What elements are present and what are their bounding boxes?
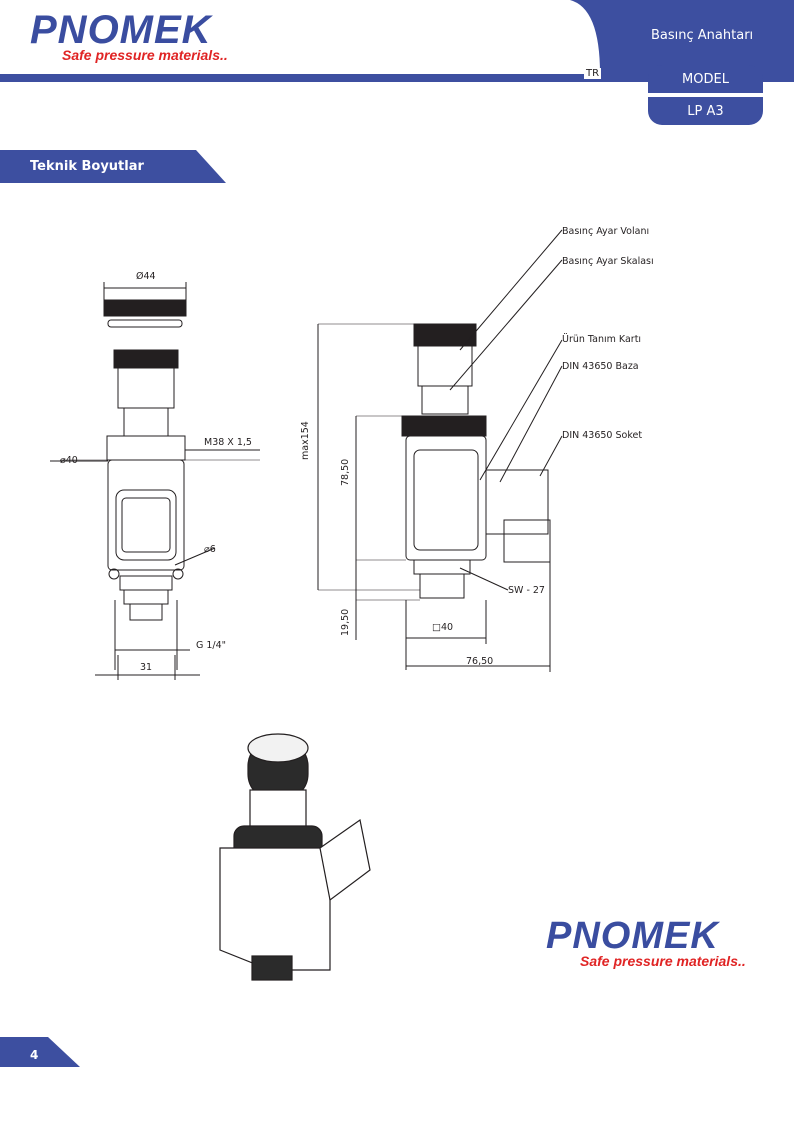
dim-top-diameter: Ø44 xyxy=(136,271,156,282)
brand-tagline: Safe pressure materials.. xyxy=(62,47,228,63)
page-number-tab xyxy=(0,1037,90,1073)
dim-hole-diameter-value: 6 xyxy=(209,544,216,555)
dim-body-diameter xyxy=(60,455,78,466)
callout-din-base: DIN 43650 Baza xyxy=(562,361,639,372)
dim-port: G 1/4" xyxy=(196,640,227,651)
callout-product-card: Ürün Tanım Kartı xyxy=(562,334,642,345)
dim-body-diameter-value: 40 xyxy=(65,455,78,466)
product-illustration xyxy=(210,720,380,990)
dim-total-width: 76,50 xyxy=(466,656,494,667)
dim-bottom-height: 19,50 xyxy=(340,608,351,636)
dim-body-height: 78,50 xyxy=(340,458,351,486)
diameter-symbol-icon: ⌀ xyxy=(60,455,66,466)
model-label: MODEL xyxy=(648,65,763,93)
page-number: 4 xyxy=(30,1048,39,1062)
footer-brand-tagline: Safe pressure materials.. xyxy=(580,953,746,969)
callout-din-socket: DIN 43650 Soket xyxy=(562,430,643,441)
diameter-symbol-icon: ⌀ xyxy=(204,544,210,555)
dim-width: 31 xyxy=(140,662,153,673)
dim-square-value: 40 xyxy=(440,622,454,633)
brand-logo: PNOMEK xyxy=(30,8,212,52)
side-view-drawing xyxy=(300,220,660,680)
category-title: Basınç Anahtarı xyxy=(651,28,754,43)
header xyxy=(0,0,794,130)
dim-thread: M38 X 1,5 xyxy=(204,437,252,448)
dim-max-height: max154 xyxy=(300,421,311,460)
section-title: Teknik Boyutlar xyxy=(30,159,144,174)
model-value: LP A3 xyxy=(648,97,763,125)
dim-hole-diameter xyxy=(204,544,216,555)
callout-adjust-scale: Basınç Ayar Skalası xyxy=(562,256,654,267)
dim-square xyxy=(432,622,453,633)
square-symbol-icon: □ xyxy=(432,622,441,633)
dim-wrench: SW - 27 xyxy=(508,585,545,596)
callout-adjust-knob: Basınç Ayar Volanı xyxy=(562,226,650,237)
footer-brand-logo: PNOMEK xyxy=(546,915,719,957)
language-code: TR xyxy=(586,68,600,79)
front-view-drawing xyxy=(40,260,340,700)
